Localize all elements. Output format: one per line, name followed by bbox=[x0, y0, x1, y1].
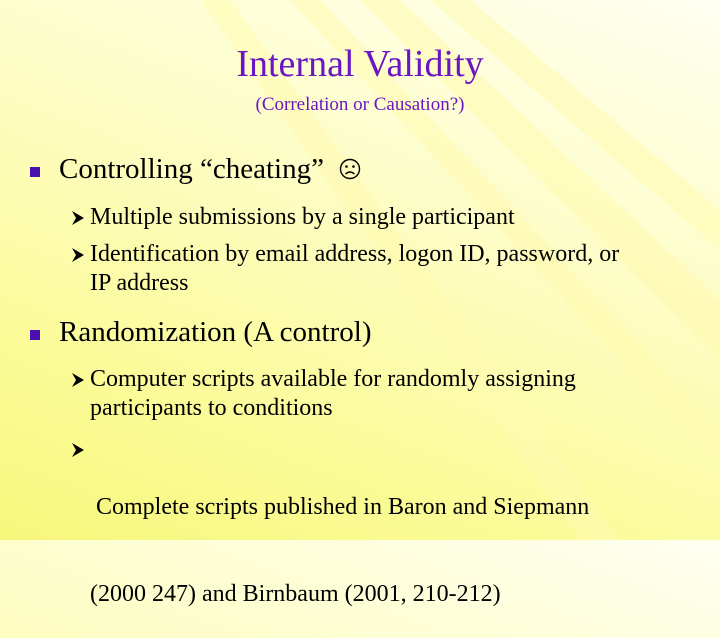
arrow-bullet-icon bbox=[72, 248, 84, 262]
sub-bullet-line: (2000 247) and Birnbaum (2001, 210-212) bbox=[90, 581, 501, 607]
bullet-controlling-cheating bbox=[59, 153, 361, 186]
sub-bullet bbox=[90, 365, 710, 423]
sub-bullet-line: participants to conditions bbox=[90, 395, 333, 421]
sub-bullet-line: Complete scripts published in Baron and Siepmann bbox=[90, 494, 590, 520]
slide-title: Internal Validity bbox=[236, 43, 484, 85]
arrow-bullet-icon bbox=[72, 211, 84, 225]
sub-bullet-line: Multiple submissions by a single participant bbox=[90, 204, 515, 230]
square-bullet-icon bbox=[30, 330, 40, 340]
sub-bullet bbox=[90, 435, 710, 638]
sub-bullet bbox=[90, 240, 710, 298]
bullet-text: Randomization (A control) bbox=[59, 316, 372, 348]
frown-face-icon bbox=[339, 158, 361, 180]
square-bullet-icon bbox=[30, 167, 40, 177]
sub-bullet-line: Identification by email address, logon ID, password, or bbox=[90, 241, 620, 267]
sub-bullet-line: IP address bbox=[90, 270, 189, 296]
sub-bullet bbox=[90, 203, 710, 232]
arrow-bullet-icon bbox=[72, 443, 84, 457]
bullet-text: Controlling “cheating” bbox=[59, 153, 324, 185]
arrow-bullet-icon bbox=[72, 373, 84, 387]
slide-subtitle: (Correlation or Causation?) bbox=[255, 94, 465, 115]
sub-bullet-line: Computer scripts available for randomly assigning bbox=[90, 366, 576, 392]
bullet-randomization bbox=[59, 316, 372, 349]
